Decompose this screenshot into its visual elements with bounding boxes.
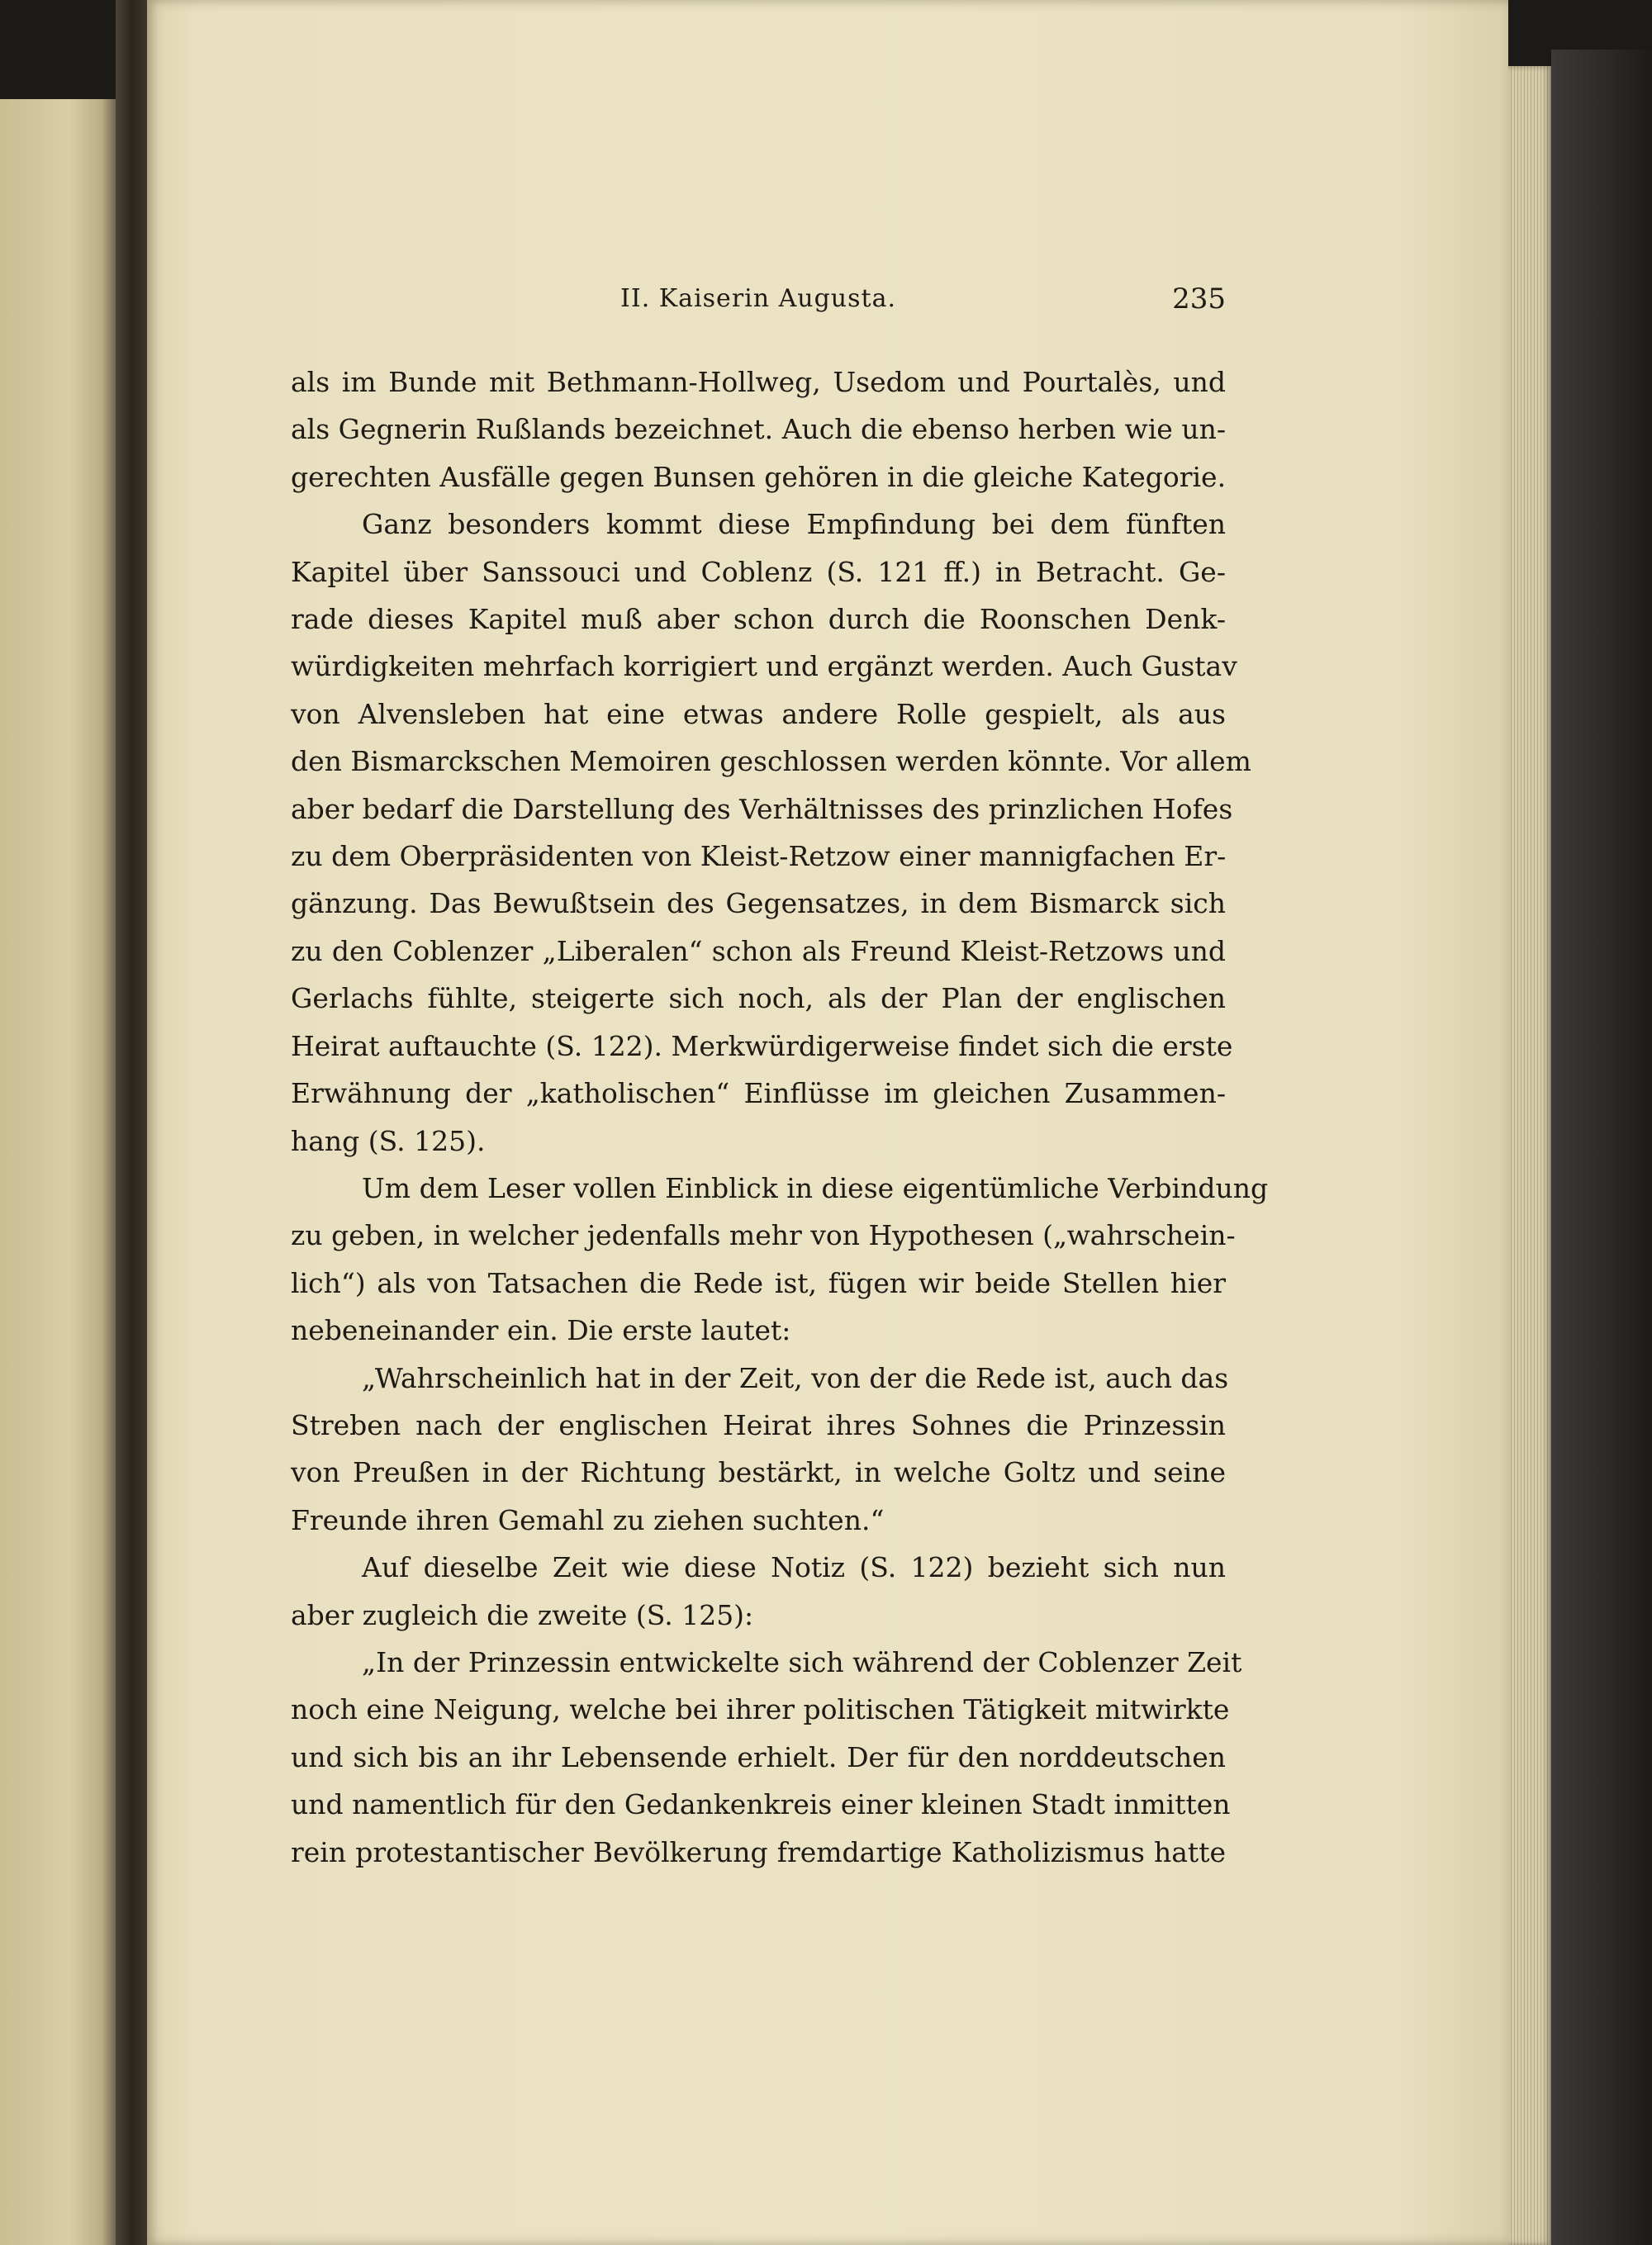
text-line: von Alvensleben hat eine etwas andere Rolle gespielt, als aus (291, 697, 1226, 730)
text-line: gänzung. Das Bewußtsein des Gegensatzes, in dem Bismarck sich (291, 887, 1226, 920)
text-line: Freunde ihren Gemahl zu ziehen suchten.“ (291, 1503, 885, 1536)
text-line: rade dieses Kapitel muß aber schon durch die Roonschen Denk- (291, 603, 1226, 636)
text-line: Um dem Leser vollen Einblick in diese eigentümliche Verbindung (362, 1171, 1269, 1204)
text-line: Gerlachs fühlte, steigerte sich noch, als der Plan der englischen (291, 982, 1226, 1015)
text-line: nebeneinander ein. Die erste lautet: (291, 1314, 791, 1347)
left-facing-page-edge (0, 99, 116, 2245)
text-line: Kapitel über Sanssouci und Coblenz (S. 121 ff.) in Betracht. Ge- (291, 555, 1226, 588)
text-line: Auf dieselbe Zeit wie diese Notiz (S. 122) bezieht sich nun (362, 1551, 1226, 1584)
page-text-block (291, 273, 1269, 1876)
paragraph (291, 1165, 1269, 1355)
text-line: gerechten Ausfälle gegen Bunsen gehören in die gleiche Kategorie. (291, 460, 1227, 493)
text-line: zu dem Oberpräsidenten von Kleist-Retzow einer mannigfachen Er- (291, 840, 1227, 873)
running-title: II. Kaiserin Augusta. (620, 284, 896, 313)
text-line: zu geben, in welcher jedenfalls mehr von Hypothesen („wahrschein- (291, 1219, 1236, 1252)
text-line: aber bedarf die Darstellung des Verhältnisses des prinzlichen Hofes (291, 792, 1233, 825)
text-line: und namentlich für den Gedankenkreis einer kleinen Stadt inmitten (291, 1788, 1231, 1821)
text-line: rein protestantischer Bevölkerung fremdartige Katholizismus hatte (291, 1835, 1226, 1868)
page-number: 235 (1172, 282, 1226, 316)
paragraph (291, 501, 1251, 1165)
text-line: noch eine Neigung, welche bei ihrer politischen Tätigkeit mitwirkte (291, 1693, 1230, 1726)
book-cover-edge (1551, 50, 1652, 2245)
text-line: Erwähnung der „katholischen“ Einflüsse im gleichen Zusammen- (291, 1077, 1226, 1110)
text-line: als Gegnerin Rußlands bezeichnet. Auch die ebenso herben wie un- (291, 413, 1226, 446)
text-line: hang (S. 125). (291, 1124, 486, 1157)
text-line: lich“) als von Tatsachen die Rede ist, fügen wir beide Stellen hier (291, 1266, 1226, 1299)
text-line: „In der Prinzessin entwickelte sich während der Coblenzer Zeit (362, 1645, 1242, 1678)
running-header (291, 273, 1226, 325)
text-line: den Bismarckschen Memoiren geschlossen werden könnte. Vor allem (291, 745, 1251, 778)
paragraph (291, 1544, 1226, 1639)
text-line: Ganz besonders kommt diese Empfindung bei dem fünften (362, 508, 1226, 541)
text-line: von Preußen in der Richtung bestärkt, in welche Goltz und seine (291, 1456, 1226, 1489)
quotation-paragraph (291, 1639, 1242, 1876)
text-line: zu den Coblenzer „Liberalen“ schon als Freund Kleist-Retzows und (291, 934, 1226, 967)
text-line: als im Bunde mit Bethmann-Hollweg, Usedom und Pourtalès, und (291, 366, 1226, 398)
text-line: Streben nach der englischen Heirat ihres Sohnes die Prinzessin (291, 1408, 1226, 1441)
text-line: würdigkeiten mehrfach korrigiert und ergänzt werden. Auch Gustav (291, 650, 1237, 683)
text-line: „Wahrscheinlich hat in der Zeit, von der die Rede ist, auch das (362, 1361, 1229, 1394)
paragraph (291, 358, 1226, 501)
text-line: Heirat auftauchte (S. 122). Merkwürdigerweise findet sich die erste (291, 1029, 1233, 1062)
book-gutter (116, 0, 149, 2245)
quotation-paragraph (291, 1355, 1229, 1545)
page-stack-edges (1508, 66, 1551, 2245)
text-line: aber zugleich die zweite (S. 125): (291, 1598, 754, 1631)
text-line: und sich bis an ihr Lebensende erhielt. Der für den norddeutschen (291, 1740, 1226, 1773)
